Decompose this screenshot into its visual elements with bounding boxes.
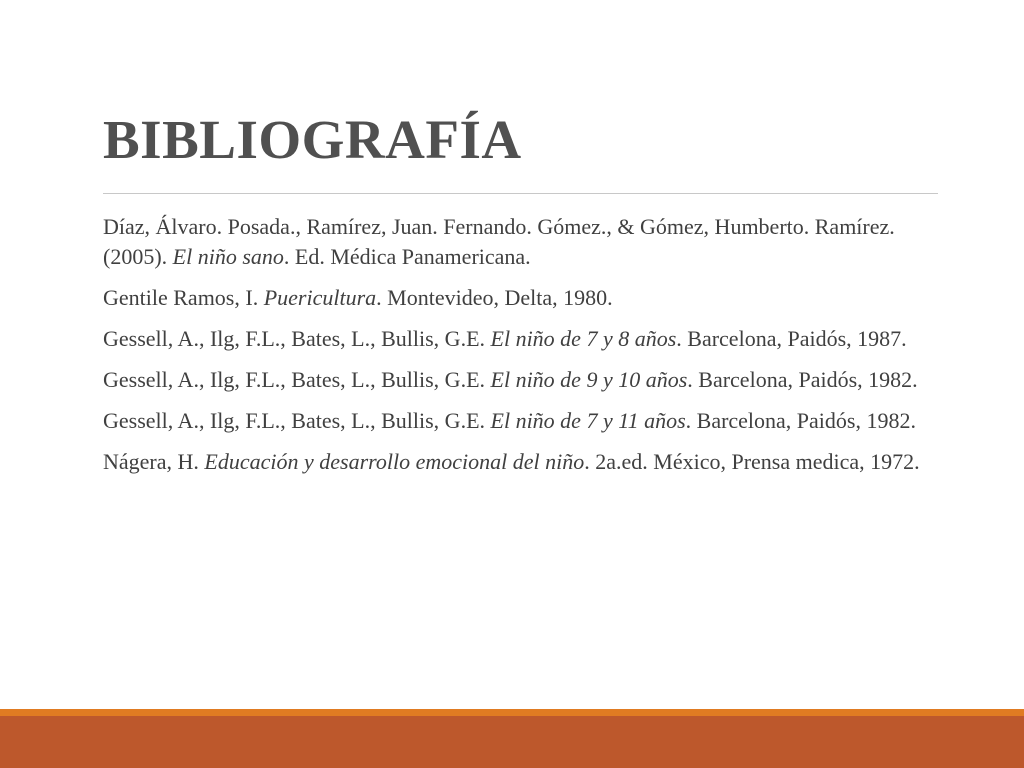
reference-publisher: . Barcelona, Paidós, 1982. — [687, 367, 918, 392]
reference-item — [103, 283, 943, 313]
reference-publisher: . Barcelona, Paidós, 1987. — [676, 326, 907, 351]
reference-publisher: . Ed. Médica Panamericana. — [283, 244, 531, 269]
reference-title: El niño de 7 y 11 años — [490, 408, 686, 433]
reference-list — [103, 212, 943, 488]
slide-title: BIBLIOGRAFÍA — [103, 109, 522, 170]
reference-item — [103, 212, 943, 272]
reference-publisher: . Montevideo, Delta, 1980. — [376, 285, 613, 310]
reference-publisher: . Barcelona, Paidós, 1982. — [685, 408, 916, 433]
reference-authors: Gessell, A., Ilg, F.L., Bates, L., Bullis, G.E. — [103, 367, 491, 392]
reference-item — [103, 365, 943, 395]
reference-authors: Nágera, H. — [103, 449, 205, 474]
footer-accent-band — [0, 716, 1024, 768]
reference-authors: Gentile Ramos, I. — [103, 285, 264, 310]
reference-item — [103, 324, 943, 354]
reference-title: Educación y desarrollo emocional del niño — [204, 449, 585, 474]
reference-item — [103, 406, 943, 436]
reference-title: El niño sano — [172, 244, 284, 269]
footer-accent-stripe — [0, 709, 1024, 716]
reference-authors: Gessell, A., Ilg, F.L., Bates, L., Bullis, G.E. — [103, 326, 491, 351]
reference-publisher: . 2a.ed. México, Prensa medica, 1972. — [584, 449, 920, 474]
reference-title: Puericultura — [263, 285, 377, 310]
reference-title: El niño de 7 y 8 años — [490, 326, 677, 351]
reference-title: El niño de 9 y 10 años — [490, 367, 688, 392]
reference-authors: Gessell, A., Ilg, F.L., Bates, L., Bullis, G.E. — [103, 408, 491, 433]
reference-item — [103, 447, 943, 477]
reference-authors: Díaz, Álvaro. Posada., Ramírez, Juan. Fernando. Gómez., & Gómez, Humberto. Ramírez. (2005). — [103, 214, 895, 269]
title-divider — [103, 193, 938, 194]
